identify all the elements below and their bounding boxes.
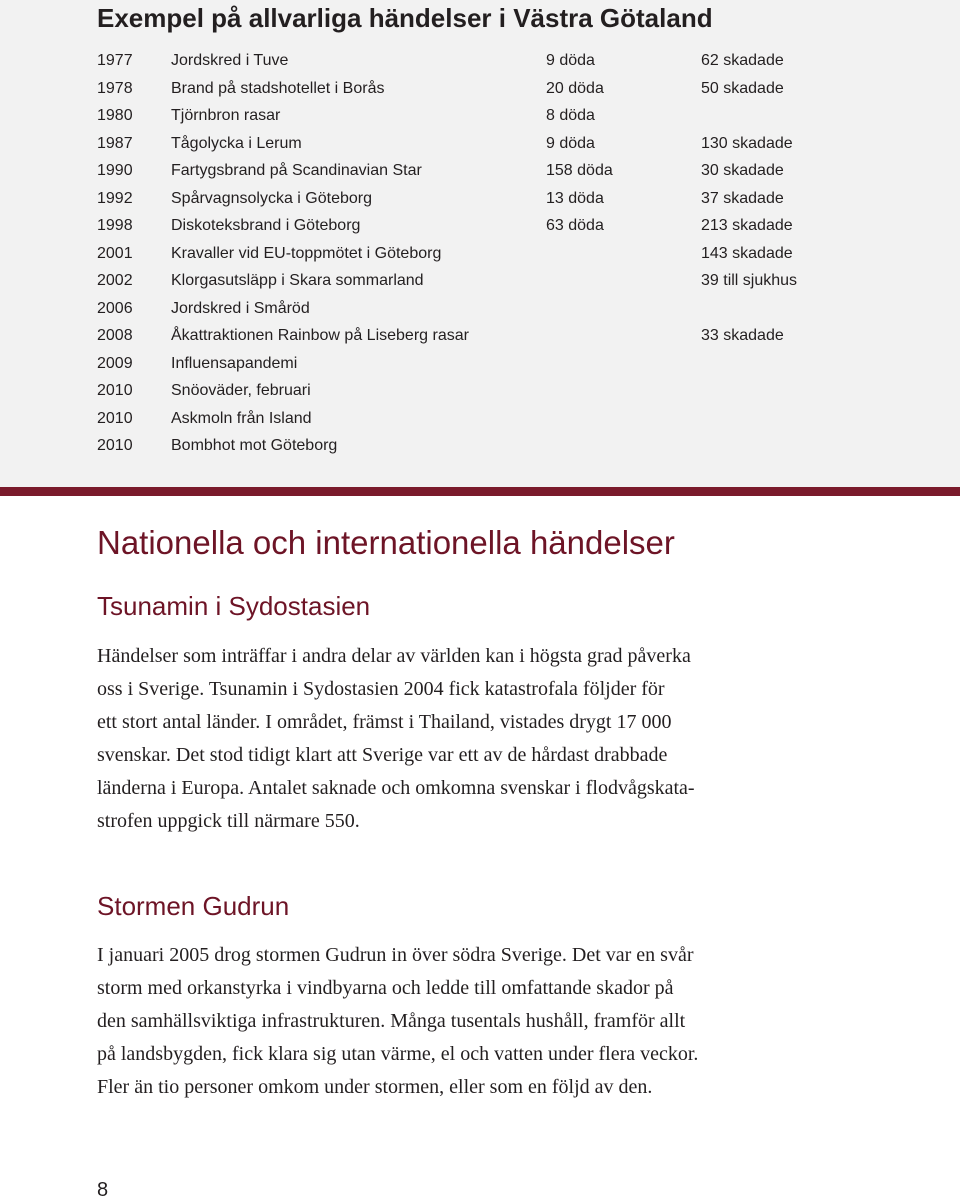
event-deaths: 158 döda [546,162,613,179]
event-description: Brand på stadshotellet i Borås [171,79,385,97]
section-divider [0,487,960,496]
event-row [0,157,960,185]
event-description: Bombhot mot Göteborg [171,437,338,454]
event-description: Influensapandemi [171,354,298,372]
event-injuries: 50 skadade [701,79,784,97]
event-row [0,102,960,130]
paragraph-line: oss i Sverige. Tsunamin i Sydostasien 2004 fick katastrofala följder för [97,678,665,700]
page-number: 8 [97,1179,109,1201]
paragraph-line: Händelser som inträffar i andra delar av världen kan i högsta grad påverka [97,645,691,667]
tsunami-heading: Tsunamin i Sydostasien [97,591,371,621]
event-year: 2001 [97,244,133,262]
event-row [0,377,960,405]
event-year: 1987 [97,134,133,152]
section-title: Nationella och internationella händelser [97,524,675,561]
event-year: 2010 [97,409,133,427]
paragraph-line: svenskar. Det stod tidigt klart att Sverige var ett av de hårdast drabbade [97,744,668,766]
gudrun-paragraph [97,939,857,1104]
event-deaths: 9 döda [546,52,595,69]
event-year: 2002 [97,272,133,289]
event-description: Åkattraktionen Rainbow på Liseberg rasar [171,327,469,344]
event-year: 1990 [97,162,133,179]
gudrun-heading: Stormen Gudrun [97,891,290,921]
tsunami-paragraph [97,640,857,838]
event-row [0,267,960,295]
event-year: 2008 [97,327,133,344]
event-description: Jordskred i Tuve [171,52,289,69]
paragraph-line: på landsbygden, fick klara sig utan värme, el och vatten under flera veckor. [97,1043,699,1065]
event-row [0,185,960,213]
event-deaths: 13 döda [546,189,604,207]
event-description: Snöoväder, februari [171,382,311,399]
paragraph-line: länderna i Europa. Antalet saknade och omkomna svenskar i flodvågskata- [97,777,695,799]
events-list [0,47,960,460]
paragraph-line: I januari 2005 drog stormen Gudrun in över södra Sverige. Det var en svår [97,944,694,966]
event-description: Tjörnbron rasar [171,107,281,124]
event-injuries: 213 skadade [701,217,793,234]
event-injuries: 62 skadade [701,52,784,69]
event-row [0,75,960,103]
event-row [0,405,960,433]
paragraph-line: den samhällsviktiga infrastrukturen. Många tusentals hushåll, framför allt [97,1010,686,1032]
event-description: Jordskred i Småröd [171,299,310,317]
event-description: Diskoteksbrand i Göteborg [171,217,361,234]
paragraph-line: Fler än tio personer omkom under stormen, eller som en följd av den. [97,1076,653,1098]
event-injuries: 130 skadade [701,134,793,152]
event-year: 1992 [97,189,133,207]
event-description: Tågolycka i Lerum [171,134,302,152]
event-row [0,130,960,158]
event-year: 1998 [97,217,133,234]
paragraph-line: storm med orkanstyrka i vindbyarna och ledde till omfattande skador på [97,977,674,999]
paragraph-line: ett stort antal länder. I området, främst i Thailand, vistades drygt 17 000 [97,711,672,733]
paragraph-line: strofen uppgick till närmare 550. [97,810,360,832]
event-year: 2010 [97,437,133,454]
event-row [0,295,960,323]
event-year: 2009 [97,354,133,372]
event-description: Kravaller vid EU-toppmötet i Göteborg [171,244,442,262]
event-injuries: 30 skadade [701,162,784,179]
event-description: Askmoln från Island [171,409,312,427]
event-row [0,212,960,240]
event-year: 1977 [97,52,133,69]
event-row [0,432,960,460]
events-box-title: Exempel på allvarliga händelser i Västra Götaland [97,3,713,33]
event-row [0,47,960,75]
event-injuries: 39 till sjukhus [701,272,798,289]
event-year: 2010 [97,382,133,399]
event-injuries: 37 skadade [701,189,784,207]
event-description: Fartygsbrand på Scandinavian Star [171,162,422,179]
event-deaths: 20 döda [546,79,604,97]
event-row [0,240,960,268]
event-deaths: 8 döda [546,107,595,124]
event-description: Spårvagnsolycka i Göteborg [171,189,372,207]
event-row [0,322,960,350]
event-year: 2006 [97,299,133,317]
event-year: 1978 [97,79,133,97]
event-deaths: 63 döda [546,217,604,234]
event-description: Klorgasutsläpp i Skara sommarland [171,272,424,289]
event-injuries: 33 skadade [701,327,784,344]
event-injuries: 143 skadade [701,244,793,262]
event-deaths: 9 döda [546,134,595,152]
event-year: 1980 [97,107,133,124]
event-row [0,350,960,378]
